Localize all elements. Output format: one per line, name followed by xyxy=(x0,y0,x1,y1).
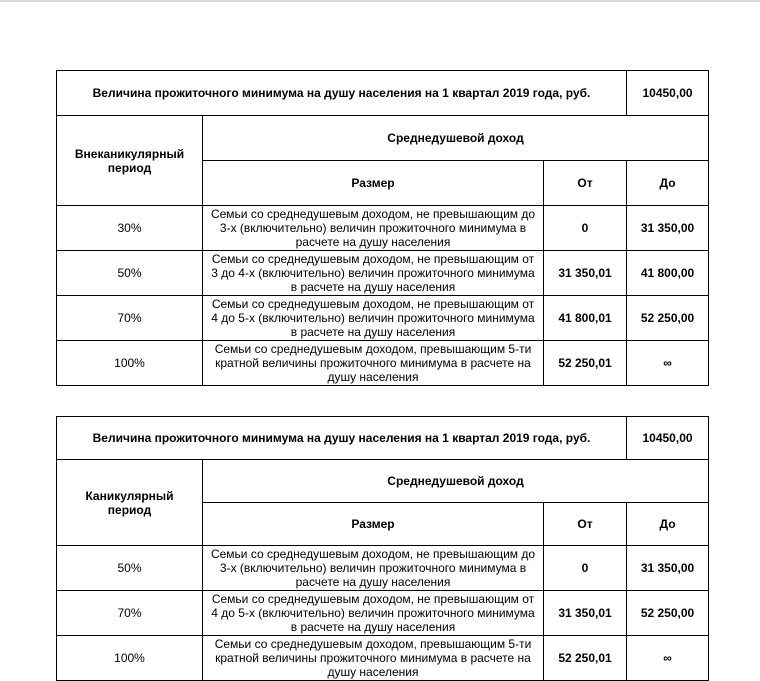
table-title: Величина прожиточного минимума на душу населения на 1 квартал 2019 года, руб. xyxy=(57,417,627,460)
to-value-cell: 31 350,00 xyxy=(627,206,709,251)
percent-cell: 30% xyxy=(57,206,203,251)
table-body xyxy=(57,546,709,681)
document-body xyxy=(0,70,760,681)
table-header-row-1 xyxy=(57,116,709,161)
to-column-header: До xyxy=(627,503,709,546)
percent-cell: 50% xyxy=(57,251,203,296)
size-description-cell: Семьи со среднедушевым доходом, превышающим 5-ти кратной величины прожиточного минимума в расчете на душу населения xyxy=(203,636,544,681)
from-column-header: От xyxy=(544,161,627,206)
to-value-cell: 52 250,00 xyxy=(627,296,709,341)
table-row xyxy=(57,591,709,636)
table-row xyxy=(57,296,709,341)
subsistence-table-out-of-vacation xyxy=(56,70,709,386)
table-row xyxy=(57,206,709,251)
size-description-cell: Семьи со среднедушевым доходом, не превышающим до 3-х (включительно) величин прожиточного минимума в расчете на душу населения xyxy=(203,206,544,251)
table-header-group xyxy=(57,417,709,546)
to-value-cell: ∞ xyxy=(627,341,709,386)
subsistence-minimum-value: 10450,00 xyxy=(627,417,709,460)
window-top-edge xyxy=(0,0,760,2)
percent-cell: 100% xyxy=(57,636,203,681)
table-title-row xyxy=(57,71,709,116)
size-column-header: Размер xyxy=(203,503,544,546)
table-row xyxy=(57,546,709,591)
to-value-cell: 31 350,00 xyxy=(627,546,709,591)
percent-cell: 50% xyxy=(57,546,203,591)
table-title-row xyxy=(57,417,709,460)
from-column-header: От xyxy=(544,503,627,546)
size-description-cell: Семьи со среднедушевым доходом, не превышающим от 3 до 4-х (включительно) величин прожиточного минимума в расчете на душу населения xyxy=(203,251,544,296)
subsistence-table-vacation xyxy=(56,416,709,681)
size-description-cell: Семьи со среднедушевым доходом, не превышающим от 4 до 5-х (включительно) величин прожиточного минимума в расчете на душу населения xyxy=(203,591,544,636)
table-header-row-1 xyxy=(57,460,709,503)
to-value-cell: 52 250,00 xyxy=(627,591,709,636)
percent-cell: 100% xyxy=(57,341,203,386)
from-value-cell: 52 250,01 xyxy=(544,341,627,386)
to-value-cell: 41 800,00 xyxy=(627,251,709,296)
percent-cell: 70% xyxy=(57,591,203,636)
table-body xyxy=(57,206,709,386)
subsistence-minimum-value: 10450,00 xyxy=(627,71,709,116)
to-column-header: До xyxy=(627,161,709,206)
income-header: Среднедушевой доход xyxy=(203,116,709,161)
percent-cell: 70% xyxy=(57,296,203,341)
from-value-cell: 0 xyxy=(544,206,627,251)
from-value-cell: 52 250,01 xyxy=(544,636,627,681)
size-description-cell: Семьи со среднедушевым доходом, не превышающим до 3-х (включительно) величин прожиточного минимума в расчете на душу населения xyxy=(203,546,544,591)
from-value-cell: 31 350,01 xyxy=(544,251,627,296)
period-header: Каникулярный период xyxy=(57,460,203,546)
period-header: Внеканикулярный период xyxy=(57,116,203,206)
from-value-cell: 0 xyxy=(544,546,627,591)
table-row xyxy=(57,636,709,681)
from-value-cell: 31 350,01 xyxy=(544,591,627,636)
size-description-cell: Семьи со среднедушевым доходом, не превышающим от 4 до 5-х (включительно) величин прожиточного минимума в расчете на душу населения xyxy=(203,296,544,341)
size-description-cell: Семьи со среднедушевым доходом, превышающим 5-ти кратной величины прожиточного минимума в расчете на душу населения xyxy=(203,341,544,386)
table-title: Величина прожиточного минимума на душу населения на 1 квартал 2019 года, руб. xyxy=(57,71,627,116)
income-header: Среднедушевой доход xyxy=(203,460,709,503)
size-column-header: Размер xyxy=(203,161,544,206)
from-value-cell: 41 800,01 xyxy=(544,296,627,341)
table-row xyxy=(57,341,709,386)
table-header-group xyxy=(57,71,709,206)
to-value-cell: ∞ xyxy=(627,636,709,681)
table-row xyxy=(57,251,709,296)
